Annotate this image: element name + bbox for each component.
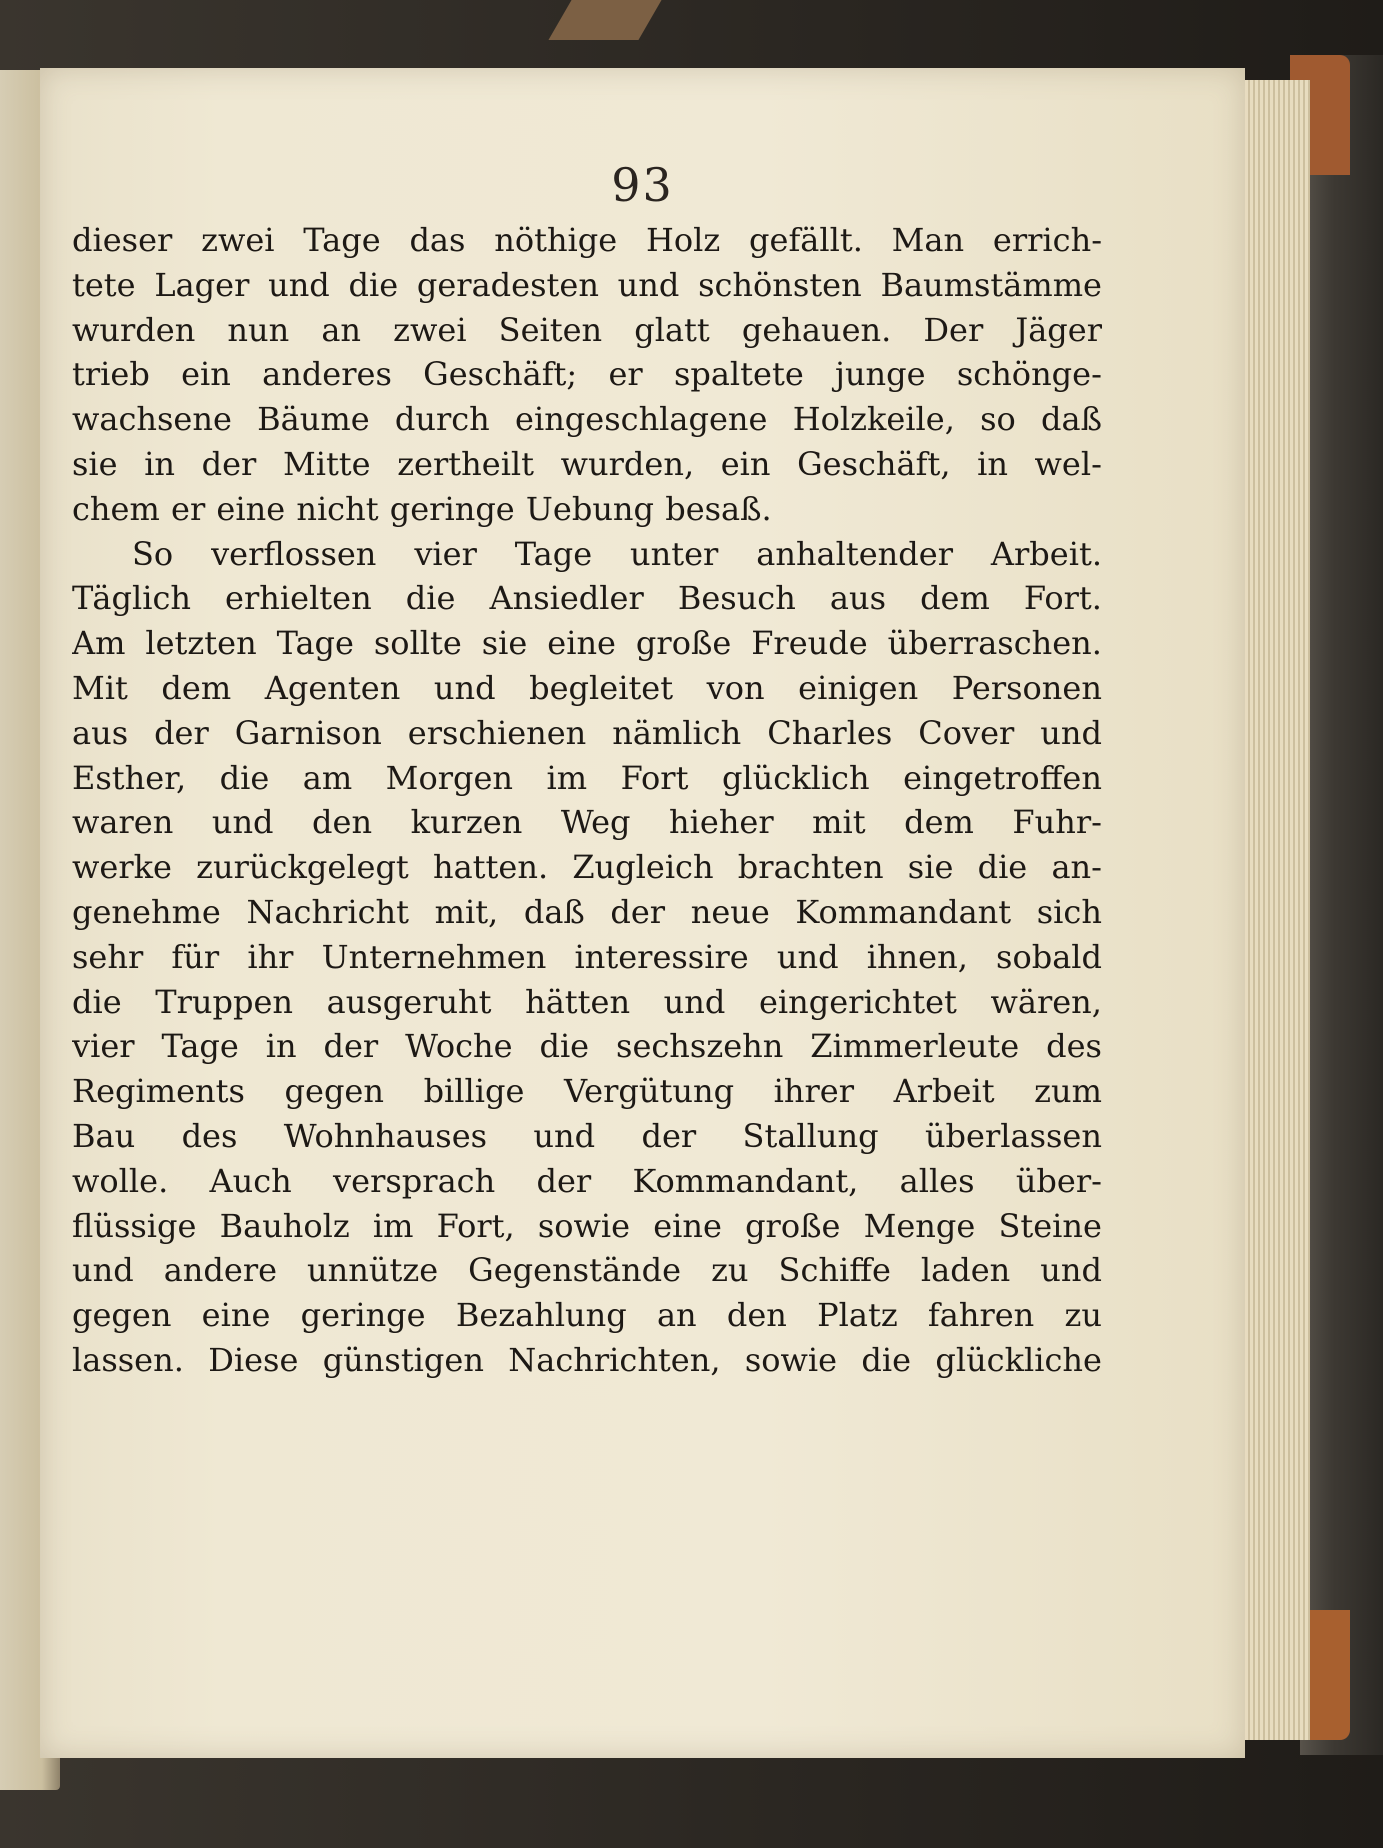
page-number: 93	[611, 158, 674, 212]
page-edges	[1240, 80, 1310, 1740]
text-line: wurden nun an zwei Seiten glatt gehauen. Der Jäger	[72, 310, 1102, 349]
book-page	[40, 68, 1245, 1758]
text-line: sie in der Mitte zertheilt wurden, ein Geschäft, in wel-	[72, 444, 1102, 483]
text-line: Esther, die am Morgen im Fort glücklich eingetroffen	[72, 758, 1102, 797]
text-line: waren und den kurzen Weg hieher mit dem Fuhr-	[72, 803, 1102, 842]
text-line: chem er eine nicht geringe Uebung besaß.	[72, 489, 772, 528]
text-line: wolle. Auch versprach der Kommandant, alles über-	[72, 1161, 1102, 1200]
text-line: wachsene Bäume durch eingeschlagene Holzkeile, so daß	[72, 400, 1102, 439]
text-line: und andere unnütze Gegenstände zu Schiffe laden und	[72, 1251, 1102, 1290]
body-text	[72, 218, 1102, 1383]
text-line: Mit dem Agenten und begleitet von einigen Personen	[72, 668, 1102, 707]
text-line: sehr für ihr Unternehmen interessire und ihnen, sobald	[72, 937, 1102, 976]
text-line: werke zurückgelegt hatten. Zugleich brachten sie die an-	[72, 848, 1102, 887]
text-line: gegen eine geringe Bezahlung an den Platz fahren zu	[72, 1296, 1102, 1335]
text-line: Bau des Wohnhauses und der Stallung überlassen	[72, 1116, 1102, 1155]
book-cover	[1300, 55, 1383, 1755]
text-line: Am letzten Tage sollte sie eine große Freude überraschen.	[72, 624, 1102, 663]
text-line: tete Lager und die geradesten und schönsten Baumstämme	[72, 265, 1102, 304]
text-line: genehme Nachricht mit, daß der neue Kommandant sich	[72, 892, 1102, 931]
text-line: flüssige Bauholz im Fort, sowie eine große Menge Steine	[72, 1206, 1102, 1245]
text-line: lassen. Diese günstigen Nachrichten, sowie die glückliche	[72, 1340, 1102, 1379]
text-line: die Truppen ausgeruht hätten und eingerichtet wären,	[72, 982, 1102, 1021]
text-line: aus der Garnison erschienen nämlich Charles Cover und	[72, 713, 1102, 752]
text-line: vier Tage in der Woche die sechszehn Zimmerleute des	[72, 1027, 1102, 1066]
text-line: trieb ein anderes Geschäft; er spaltete junge schönge-	[72, 355, 1102, 394]
text-line: dieser zwei Tage das nöthige Holz gefällt. Man errich-	[72, 221, 1102, 259]
text-line: Regiments gegen billige Vergütung ihrer Arbeit zum	[72, 1072, 1102, 1111]
text-line: So verflossen vier Tage unter anhaltender Arbeit.	[132, 534, 1102, 573]
text-line: Täglich erhielten die Ansiedler Besuch aus dem Fort.	[72, 579, 1102, 618]
